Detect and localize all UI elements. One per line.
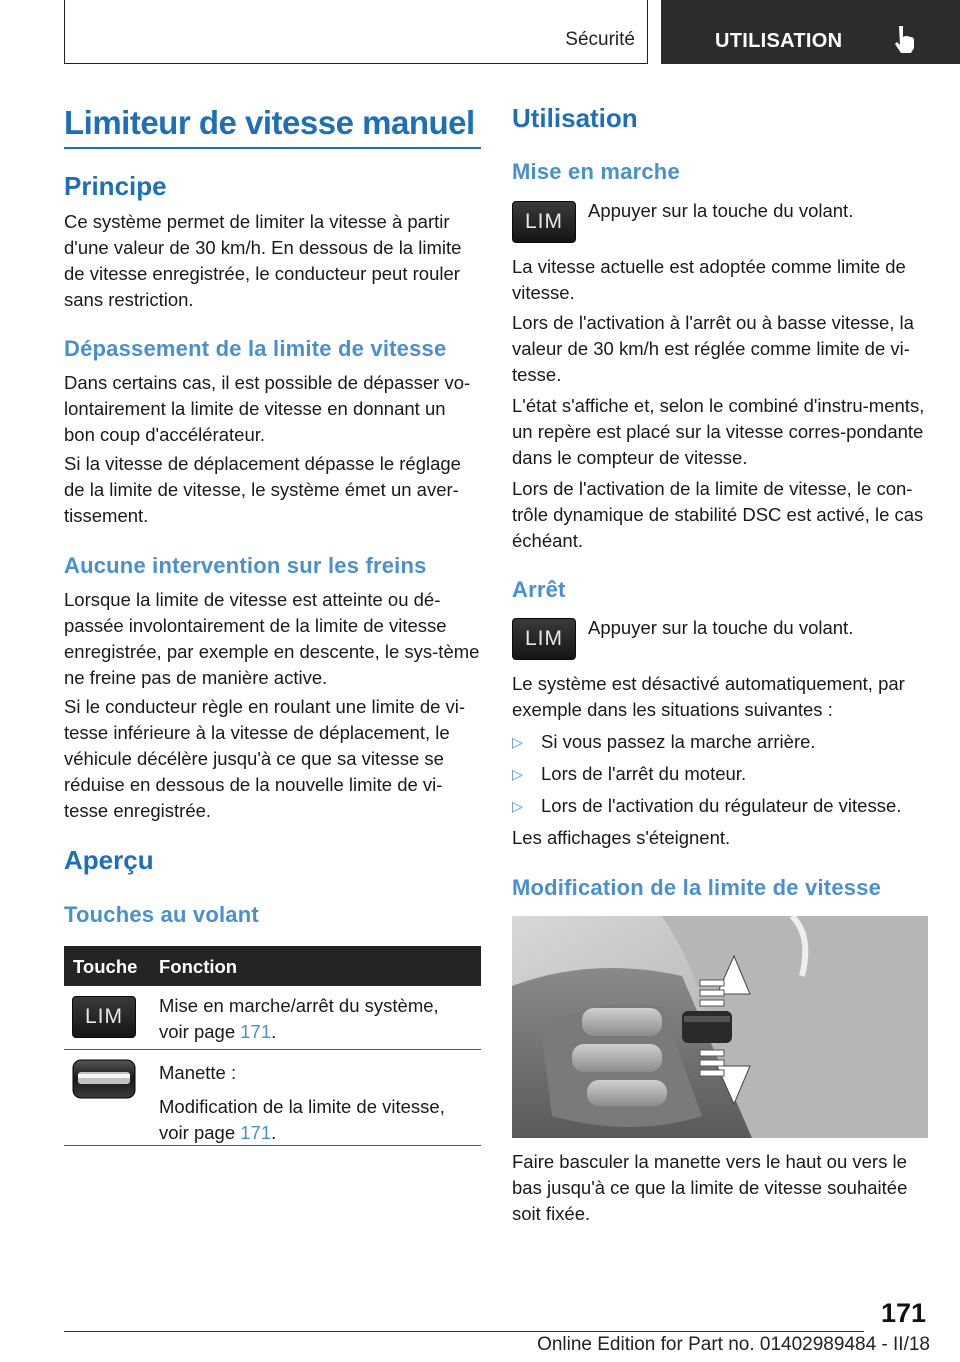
touches-heading: Touches au volant (64, 902, 259, 927)
freins-para-2: Si le conducteur règle en roulant une limite de vi-tesse inférieure à la vitesse de déplacement, le véhicule décélère jusqu'à ce que sa vitesse se réduise en dessous de la nouvelle limite de vi-tesse enregistrée. (64, 696, 466, 821)
principe-heading: Principe (64, 171, 167, 201)
page-number: 171 (880, 1298, 926, 1328)
bullet-triangle-icon: ▷ (512, 798, 523, 814)
apercu-heading: Aperçu (64, 845, 154, 875)
lim-button-icon: LIM (72, 996, 136, 1038)
list-item: ▷ Lors de l'arrêt du moteur. (512, 761, 928, 787)
table-row-1-line2: voir page 171. (159, 1021, 277, 1042)
page-title: Limiteur de vitesse manuel (64, 104, 475, 141)
arret-instruction: Appuyer sur la touche du volant. (588, 617, 854, 638)
modification-heading: Modification de la limite de vitesse (512, 875, 882, 900)
depassement-para-2: Si la vitesse de déplacement dépasse le réglage de la limite de vitesse, le système émet un aver-tissement. (64, 453, 461, 526)
utilisation-heading: Utilisation (512, 103, 638, 133)
modification-caption: Faire basculer la manette vers le haut ou vers le bas jusqu'à ce que la limite de vitesse souhaitée soit fixée. (512, 1151, 908, 1224)
table-row-2-line2: Modification de la limite de vitesse, (159, 1096, 445, 1117)
rocker-switch-icon (72, 1058, 136, 1100)
principe-text: Ce système permet de limiter la vitesse à partir d'une valeur de 30 km/h. En dessous de la limite de vitesse enregistrée, le conducteur peut rouler sans restriction. (64, 211, 462, 310)
arret-heading: Arrêt (512, 577, 566, 602)
table-row-1-text (159, 993, 479, 1045)
mise-en-marche-heading: Mise en marche (512, 159, 680, 184)
lim-button-icon: LIM (512, 201, 576, 243)
bullet-triangle-icon: ▷ (512, 734, 523, 750)
marche-instruction: Appuyer sur la touche du volant. (588, 200, 854, 221)
header-chapter-box (661, 0, 960, 64)
footer-rule (64, 1331, 864, 1332)
header-section-label: Sécurité (565, 29, 635, 50)
arret-para-1: Le système est désactivé automatiquement, par exemple dans les situations suivantes : (512, 673, 905, 720)
title-rule (64, 147, 481, 149)
marche-para-4: Lors de l'activation de la limite de vitesse, le con-trôle dynamique de stabilité DSC est activé, le cas échéant. (512, 478, 924, 551)
list-item: ▷ Si vous passez la marche arrière. (512, 729, 928, 755)
footer-edition: Online Edition for Part no. 01402989484 - II/18 (537, 1334, 930, 1355)
header-section-box (64, 0, 648, 64)
table-row-2-line3: voir page 171. (159, 1122, 277, 1143)
table-header (64, 946, 481, 986)
marche-para-3: L'état s'affiche et, selon le combiné d'instru-ments, un repère est placé sur la vitesse corres-pondante dans le compteur de vitesse. (512, 395, 925, 468)
table-row-2-line1: Manette : (159, 1062, 237, 1083)
bullet-triangle-icon: ▷ (512, 766, 523, 782)
page-link[interactable]: 171 (240, 1021, 272, 1042)
marche-para-2: Lors de l'activation à l'arrêt ou à basse vitesse, la valeur de 30 km/h est réglée comme limite de vi-tesse. (512, 312, 914, 385)
lim-button-icon: LIM (512, 618, 576, 660)
freins-para-1: Lorsque la limite de vitesse est atteinte ou dé-passée involontairement de la limite de vitesse enregistrée, par exemple en descente, le sys-tème ne freine pas de manière active. (64, 589, 480, 688)
table-col-touche: Touche (73, 956, 138, 977)
header-chapter-label: UTILISATION (715, 30, 843, 52)
table-row-divider (64, 1145, 481, 1146)
arret-para-2: Les affichages s'éteignent. (512, 827, 731, 848)
list-item: ▷ Lors de l'activation du régulateur de vitesse. (512, 793, 928, 819)
table-row-divider (64, 1049, 481, 1050)
steering-wheel-photo (512, 916, 928, 1138)
page-link[interactable]: 171 (240, 1122, 272, 1143)
freins-heading: Aucune intervention sur les freins (64, 553, 427, 578)
pointing-hand-icon (893, 24, 917, 54)
depassement-heading: Dépassement de la limite de vitesse (64, 336, 447, 361)
marche-para-1: La vitesse actuelle est adoptée comme limite de vitesse. (512, 256, 906, 303)
table-row-2-text (159, 1060, 479, 1146)
depassement-para-1: Dans certains cas, il est possible de dépasser vo-lontairement la limite de vitesse en donnant un bon coup d'accélérateur. (64, 372, 471, 445)
table-row-1-line1: Mise en marche/arrêt du système, (159, 995, 439, 1016)
table-col-fonction: Fonction (159, 956, 238, 977)
